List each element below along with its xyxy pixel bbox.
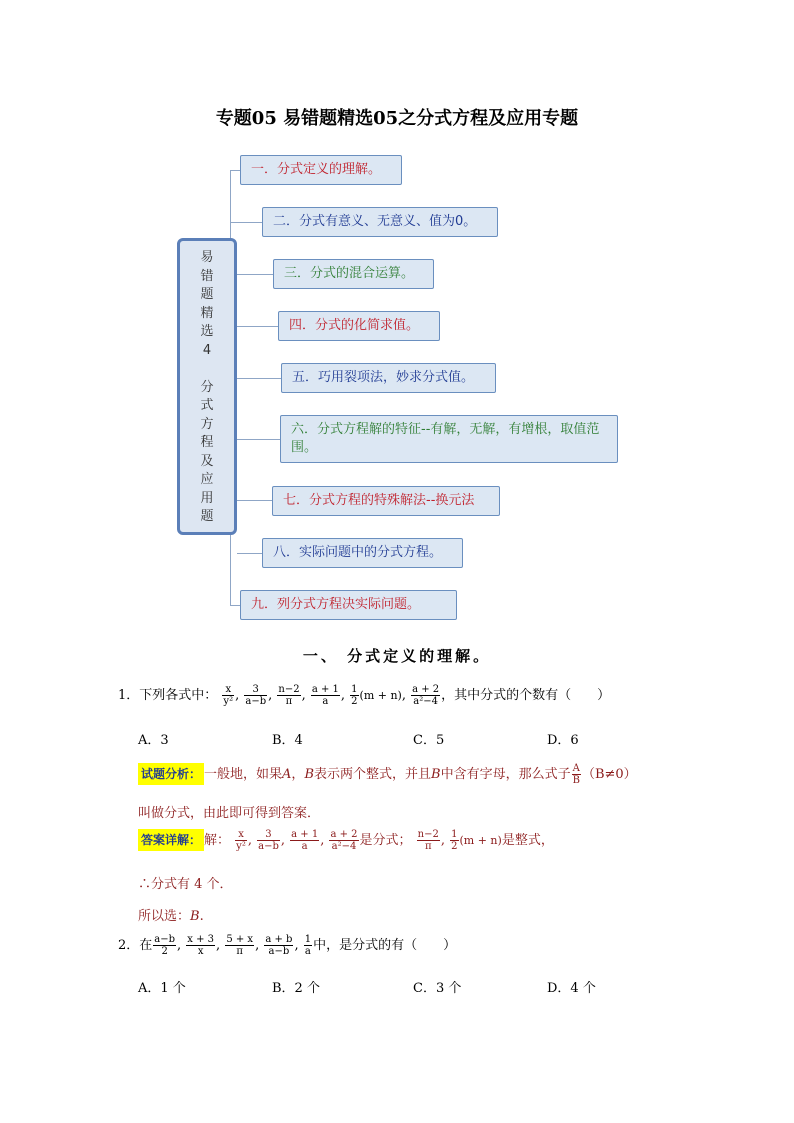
center-char: 错 [200,268,214,284]
mindmap-node-3: 三．分式的混合运算。 [273,259,434,289]
center-char: 选 [200,324,214,339]
mindmap-branch [237,378,281,379]
mindmap-node-6: 六．分式方程解的特征--有解，无解，有增根，取值范围。 [280,415,618,463]
mindmap-branch [237,553,262,554]
question-2: 2．在 $\frac{a-b}{2}$ , $\frac{x + 3}{x}$ , $\frac{5 + x}{\pi}$ , $\frac{a + b}{a-b}$ , $\frac{1}{a}$ 中，是分式的有（ ） [118,934,457,957]
center-char: 及 [200,453,214,469]
mindmap-node-2: 二．分式有意义、无意义、值为0。 [262,207,498,237]
question-1: 1．下列各式中： $\frac{x}{\text{y²}}$ , $\frac{3}{a-b}$ , $\frac{n-2}{\pi}$ , $\frac{a + 1}{a}$ , $\frac{1}{2}$ (m + n), $\frac{a + 2}{\text{a²−4}}$ ，其中分式的个数有（ ） [118,684,611,707]
analysis-label: 试题分析： [138,763,204,785]
center-char: 精 [200,305,214,321]
mindmap-branch [230,605,240,606]
mindmap-node-7: 七．分式方程的特殊解法--换元法 [272,486,500,516]
answer-label: 答案详解： [138,829,204,851]
q2-option-b: B．2 个 [272,981,320,996]
mindmap-node-1: 一．分式定义的理解。 [240,155,402,185]
option-d: D．6 [547,733,579,748]
section-title: 一、 分式定义的理解。 [302,647,492,665]
center-char: 程 [200,435,214,450]
mindmap-branch [237,274,273,275]
q2-option-d: D．4 个 [547,981,596,996]
center-char: 方 [200,416,214,432]
answer-line-3: 所以选：B. [138,909,204,924]
center-char: 4 [202,342,212,358]
mindmap-branch [237,500,272,501]
option-a: A．3 [138,733,169,748]
answer-line-2: ∴分式有 4 个． [138,877,233,892]
center-char: 题 [200,287,214,302]
mindmap-branch [237,439,280,440]
center-char: 式 [200,398,214,413]
mindmap-branch [230,170,240,171]
page-title: 专题05 易错题精选05之分式方程及应用专题 [215,108,579,129]
q2-option-a: A．1 个 [138,981,186,996]
mindmap-node-8: 八．实际问题中的分式方程。 [262,538,463,568]
option-b: B．4 [272,733,303,748]
center-char: 易 [200,250,214,265]
answer-line-1: 答案详解： 解： $\frac{x}{\text{y²}}$ , $\frac{3}{a-b}$ , $\frac{a + 1}{a}$ , $\frac{a + 2}{\text{a²−4}}$ 是分式； $\frac{n-2}{\pi}$ , $\frac{1}{2}$ (m + n)是整式， [138,829,554,852]
mindmap-branch [237,326,278,327]
center-char: 题 [200,509,214,524]
analysis-line-1: 试题分析： 一般地，如果A，B表示两个整式，并且B中含有字母，那么式子 $\frac{A}{B}$ （B≠0） [138,763,637,786]
mindmap-center [177,238,237,535]
mindmap-branch [230,222,262,223]
mindmap-node-4: 四．分式的化简求值。 [278,311,440,341]
center-char: 分 [200,379,214,395]
mindmap-node-5: 五．巧用裂项法，妙求分式值。 [281,363,496,393]
center-char: 应 [200,472,214,487]
mindmap-node-9: 九．列分式方程决实际问题。 [240,590,457,620]
q2-option-c: C．3 个 [413,981,462,996]
option-c: C．5 [413,733,445,748]
analysis-line-2: 叫做分式，由此即可得到答案． [138,806,321,821]
center-char: 用 [200,490,214,506]
